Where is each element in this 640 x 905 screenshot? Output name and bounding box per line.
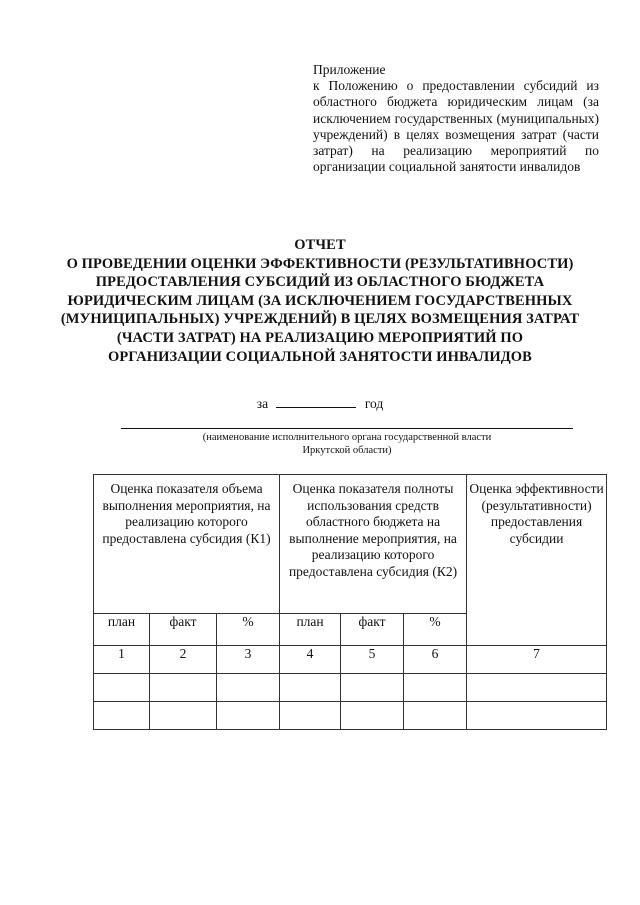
period-year-blank[interactable] bbox=[276, 395, 356, 408]
header-k2: Оценка показателя полноты использования средств областного бюджета на выполнение мероприятия, на реализацию которого предоставлена субсидия (К2) bbox=[280, 475, 467, 614]
empty-cell[interactable] bbox=[217, 702, 280, 730]
empty-cell[interactable] bbox=[150, 674, 217, 702]
org-caption-line1: (наименование исполнительного органа государственной власти bbox=[202, 432, 492, 443]
column-number: 1 bbox=[94, 646, 150, 674]
table-header-row bbox=[94, 475, 607, 614]
empty-cell[interactable] bbox=[404, 702, 467, 730]
report-period bbox=[0, 395, 640, 412]
subheader-percent-k2: % bbox=[404, 614, 467, 646]
column-number: 4 bbox=[280, 646, 341, 674]
table-row bbox=[94, 702, 607, 730]
period-suffix: год bbox=[364, 396, 384, 411]
header-effectiveness: Оценка эффективности (результативности) предоставления субсидии bbox=[467, 475, 607, 646]
period-prefix: за bbox=[256, 396, 269, 411]
empty-cell[interactable] bbox=[341, 702, 404, 730]
subheader-plan-k2: план bbox=[280, 614, 341, 646]
report-title: ОТЧЕТ bbox=[294, 237, 346, 253]
subheader-fact-k2: факт bbox=[341, 614, 404, 646]
appendix-block bbox=[313, 62, 599, 175]
report-subtitle: О ПРОВЕДЕНИИ ОЦЕНКИ ЭФФЕКТИВНОСТИ (РЕЗУЛЬТАТИВНОСТИ) ПРЕДОСТАВЛЕНИЯ СУБСИДИЙ ИЗ ОБЛАСТНОГО БЮДЖЕТА ЮРИДИЧЕСКИМ ЛИЦАМ (ЗА ИСКЛЮЧЕНИЕМ ГОСУДАРСТВЕННЫХ (МУНИЦИПАЛЬНЫХ) УЧРЕЖДЕНИЙ) В ЦЕЛЯХ ВОЗМЕЩЕНИЯ ЗАТРАТ (ЧАСТИ ЗАТРАТ) НА РЕАЛИЗАЦИЮ МЕРОПРИЯТИЙ ПО ОРГАНИЗАЦИИ СОЦИАЛЬНОЙ ЗАНЯТОСТИ ИНВАЛИДОВ bbox=[60, 255, 580, 365]
column-number: 6 bbox=[404, 646, 467, 674]
subheader-fact-k1: факт bbox=[150, 614, 217, 646]
empty-cell[interactable] bbox=[280, 702, 341, 730]
column-number: 3 bbox=[217, 646, 280, 674]
appendix-body: к Положению о предоставлении субсидий из областного бюджета юридическим лицам (за исключением государственных (муниципальных) учреждений) в целях возмещения затрат (части затрат) на реализацию мероприятий по организации социальной занятости инвалидов bbox=[313, 78, 599, 175]
empty-cell[interactable] bbox=[150, 702, 217, 730]
subheader-percent-k1: % bbox=[217, 614, 280, 646]
empty-cell[interactable] bbox=[467, 674, 607, 702]
org-caption-line2: Иркутской области) bbox=[302, 445, 392, 456]
org-name-blank-line[interactable] bbox=[121, 428, 573, 429]
report-table bbox=[93, 474, 607, 730]
subheader-plan-k1: план bbox=[94, 614, 150, 646]
empty-cell[interactable] bbox=[404, 674, 467, 702]
column-number-row bbox=[94, 646, 607, 674]
column-number: 2 bbox=[150, 646, 217, 674]
column-number: 7 bbox=[467, 646, 607, 674]
header-k1: Оценка показателя объема выполнения мероприятия, на реализацию которого предоставлена субсидия (К1) bbox=[94, 475, 280, 614]
report-heading bbox=[60, 236, 580, 366]
org-name-caption bbox=[121, 431, 573, 457]
empty-cell[interactable] bbox=[341, 674, 404, 702]
empty-cell[interactable] bbox=[94, 674, 150, 702]
empty-cell[interactable] bbox=[217, 674, 280, 702]
column-number: 5 bbox=[341, 646, 404, 674]
empty-cell[interactable] bbox=[467, 702, 607, 730]
table-row bbox=[94, 674, 607, 702]
empty-cell[interactable] bbox=[94, 702, 150, 730]
appendix-title: Приложение bbox=[313, 62, 386, 77]
empty-cell[interactable] bbox=[280, 674, 341, 702]
